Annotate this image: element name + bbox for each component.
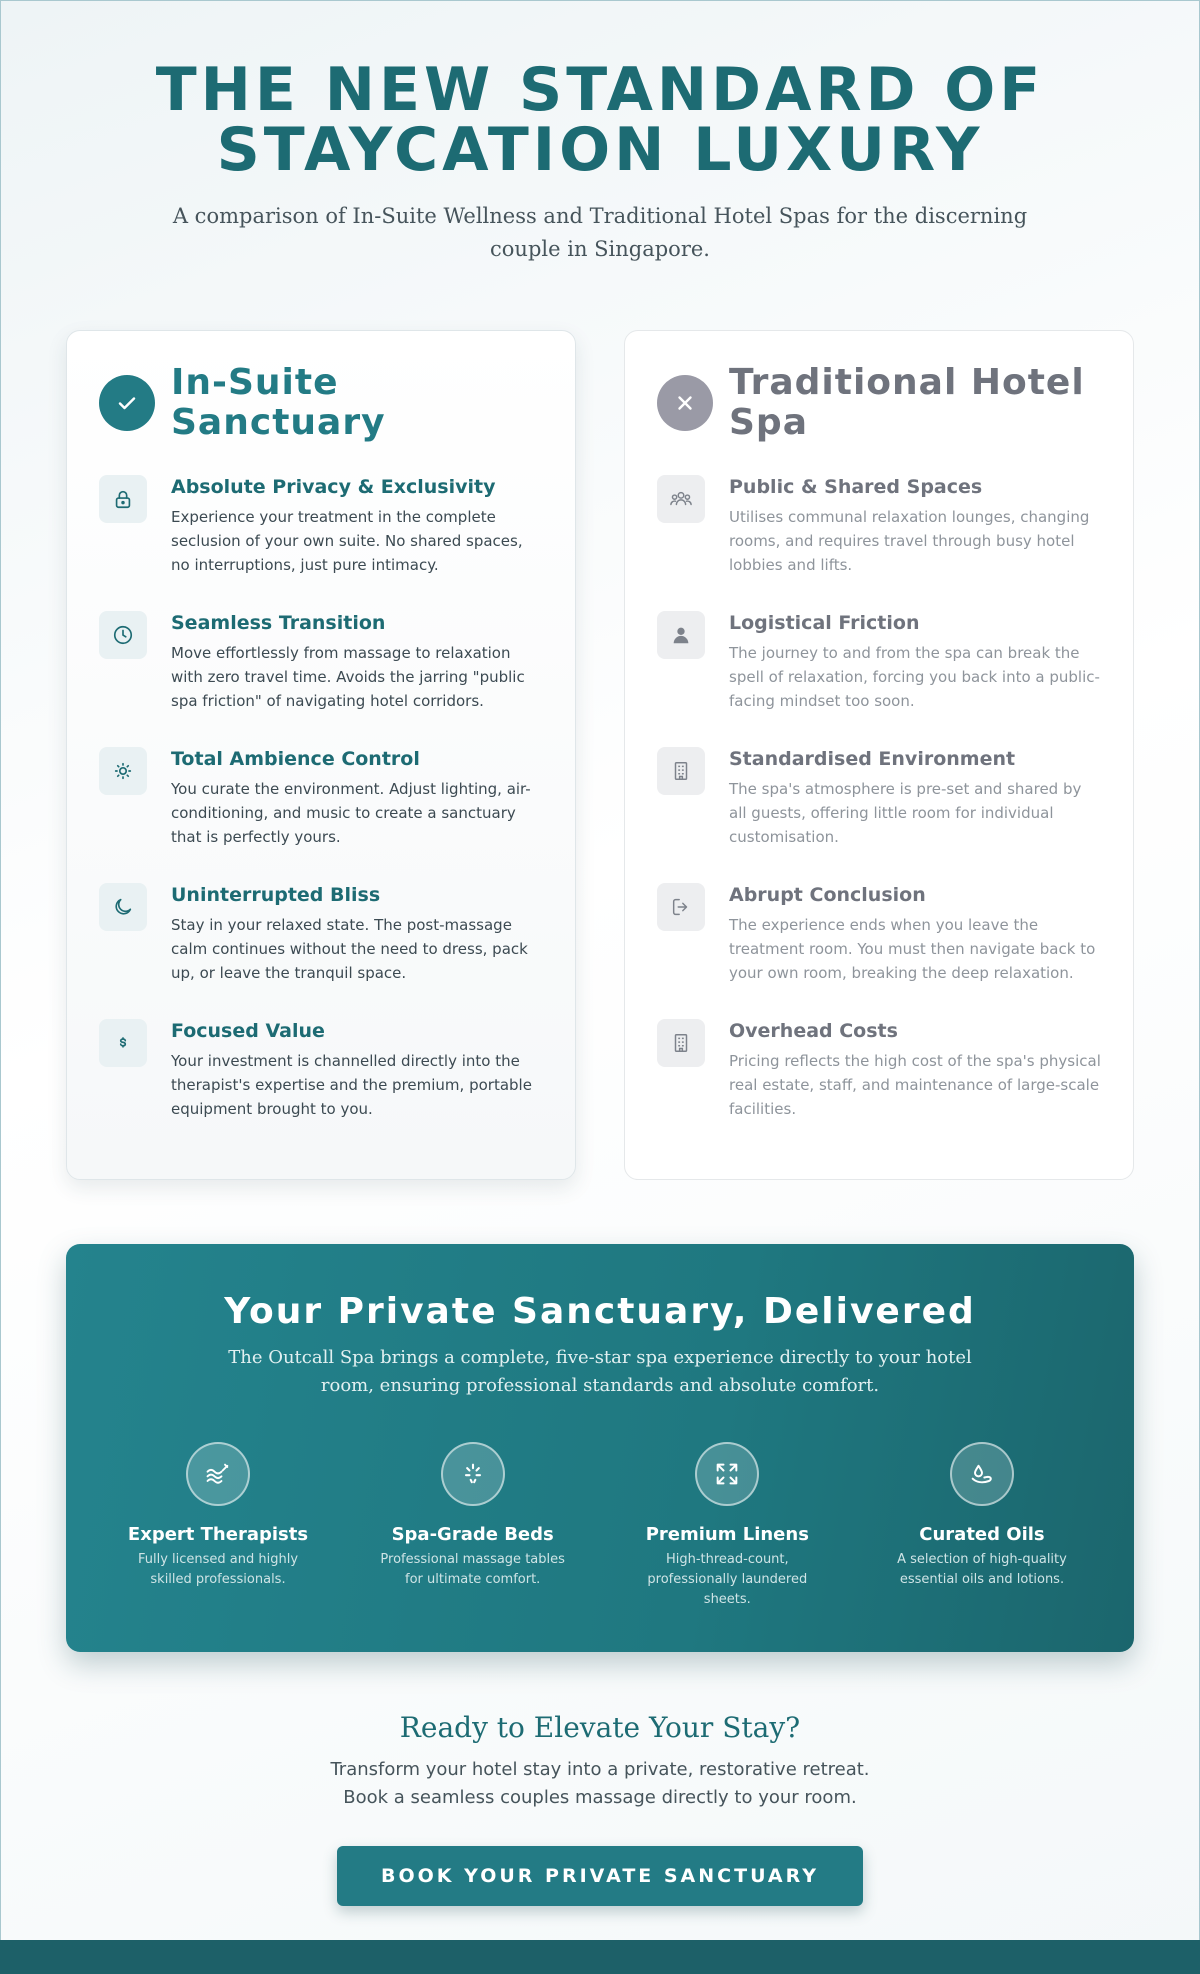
feature-title: Absolute Privacy & Exclusivity bbox=[171, 476, 496, 498]
footer-bar bbox=[0, 1940, 1200, 1974]
feature-title: Focused Value bbox=[171, 1020, 325, 1042]
feature-title: Uninterrupted Bliss bbox=[171, 884, 381, 906]
amenity-item bbox=[627, 1442, 827, 1610]
feature-item bbox=[99, 1019, 543, 1121]
feature-text: Pricing reflects the high cost of the spa's physical real estate, staff, and maintenance of large-scale facilities. bbox=[729, 1052, 1101, 1118]
oil-drop-icon bbox=[950, 1442, 1014, 1506]
feature-item bbox=[657, 611, 1101, 713]
amenity-text: Professional massage tables for ultimate comfort. bbox=[380, 1552, 565, 1587]
feature-text: The experience ends when you leave the treatment room. You must then navigate back to your own room, breaking the deep relaxation. bbox=[729, 916, 1096, 982]
person-icon bbox=[657, 611, 705, 659]
feature-text: Your investment is channelled directly into the therapist's expertise and the premium, portable equipment brought to you. bbox=[171, 1052, 532, 1118]
amenity-item bbox=[373, 1442, 573, 1610]
feature-text: You curate the environment. Adjust lighting, air-conditioning, and music to create a sanctuary that is perfectly yours. bbox=[171, 780, 531, 846]
feature-title: Overhead Costs bbox=[729, 1020, 898, 1042]
feature-item bbox=[99, 475, 543, 577]
expand-icon bbox=[695, 1442, 759, 1506]
book-sanctuary-button[interactable]: BOOK YOUR PRIVATE SANCTUARY bbox=[337, 1846, 863, 1906]
amenities-list bbox=[66, 1400, 1134, 1610]
lock-icon bbox=[99, 475, 147, 523]
page-title bbox=[0, 55, 1200, 185]
feature-item bbox=[657, 747, 1101, 849]
in-suite-card-header bbox=[99, 363, 543, 443]
building-icon bbox=[657, 1019, 705, 1067]
feature-text: The spa's atmosphere is pre-set and shared by all guests, offering little room for individual customisation. bbox=[729, 780, 1082, 846]
hotel-spa-card bbox=[624, 330, 1134, 1180]
amenity-item bbox=[118, 1442, 318, 1610]
users-icon bbox=[657, 475, 705, 523]
moon-icon bbox=[99, 883, 147, 931]
private-sanctuary-band bbox=[66, 1244, 1134, 1652]
feature-text: Utilises communal relaxation lounges, changing rooms, and requires travel through busy hotel lobbies and lifts. bbox=[729, 508, 1090, 574]
feature-title: Standardised Environment bbox=[729, 748, 1016, 770]
feature-title: Public & Shared Spaces bbox=[729, 476, 983, 498]
amenity-title: Premium Linens bbox=[645, 1524, 809, 1545]
check-icon bbox=[99, 375, 155, 431]
amenity-title: Curated Oils bbox=[919, 1524, 1045, 1545]
feature-title: Total Ambience Control bbox=[171, 748, 420, 770]
close-icon bbox=[657, 375, 713, 431]
hotel-spa-card-header bbox=[657, 363, 1101, 443]
feature-item bbox=[657, 883, 1101, 985]
cta-text-line2: Book a seamless couples massage directly to your room. bbox=[343, 1787, 857, 1808]
hands-icon bbox=[186, 1442, 250, 1506]
amenity-title: Spa-Grade Beds bbox=[391, 1524, 554, 1545]
cta-title: Ready to Elevate Your Stay? bbox=[399, 1711, 801, 1744]
band-description: The Outcall Spa brings a complete, five-star spa experience directly to your hotel room, ensuring professional standards and absolute comfort. bbox=[228, 1347, 972, 1396]
band-title: Your Private Sanctuary, Delivered bbox=[224, 1291, 976, 1332]
amenity-title: Expert Therapists bbox=[127, 1524, 309, 1545]
feature-title: Seamless Transition bbox=[171, 612, 386, 634]
page-subtitle: A comparison of In-Suite Wellness and Traditional Hotel Spas for the discerning couple in Singapore. bbox=[172, 204, 1028, 261]
in-suite-card-title: In-Suite Sanctuary bbox=[171, 362, 386, 443]
feature-item bbox=[657, 475, 1101, 577]
feature-item bbox=[99, 747, 543, 849]
feature-text: The journey to and from the spa can break the spell of relaxation, forcing you back into a public-facing mindset too soon. bbox=[729, 644, 1100, 710]
cta-text-line1: Transform your hotel stay into a private, restorative retreat. bbox=[330, 1759, 870, 1780]
feature-text: Experience your treatment in the complete seclusion of your own suite. No shared spaces, no interruptions, just pure intimacy. bbox=[171, 508, 523, 574]
page-title-line1: THE NEW STANDARD OF bbox=[155, 55, 1045, 125]
amenity-item bbox=[882, 1442, 1082, 1610]
hero bbox=[0, 55, 1200, 266]
building-icon bbox=[657, 747, 705, 795]
feature-item bbox=[99, 611, 543, 713]
sun-dim-icon bbox=[99, 747, 147, 795]
feature-item bbox=[657, 1019, 1101, 1121]
sparkle-icon bbox=[441, 1442, 505, 1506]
amenity-text: Fully licensed and highly skilled professionals. bbox=[137, 1552, 299, 1587]
cta-section bbox=[0, 1710, 1200, 1906]
page-title-line2: STAYCATION LUXURY bbox=[216, 115, 984, 185]
feature-title: Logistical Friction bbox=[729, 612, 920, 634]
feature-text: Move effortlessly from massage to relaxation with zero travel time. Avoids the jarring "public spa friction" of navigating hotel corridors. bbox=[171, 644, 525, 710]
amenity-text: A selection of high-quality essential oils and lotions. bbox=[897, 1552, 1067, 1587]
feature-title: Abrupt Conclusion bbox=[729, 884, 926, 906]
in-suite-card bbox=[66, 330, 576, 1180]
hotel-spa-card-title: Traditional Hotel Spa bbox=[729, 362, 1085, 443]
feature-text: Stay in your relaxed state. The post-massage calm continues without the need to dress, pack up, or leave the tranquil space. bbox=[171, 916, 528, 982]
exit-icon bbox=[657, 883, 705, 931]
amenity-text: High-thread-count, professionally laundered sheets. bbox=[647, 1552, 808, 1607]
dollar-icon bbox=[99, 1019, 147, 1067]
feature-item bbox=[99, 883, 543, 985]
clock-icon bbox=[99, 611, 147, 659]
